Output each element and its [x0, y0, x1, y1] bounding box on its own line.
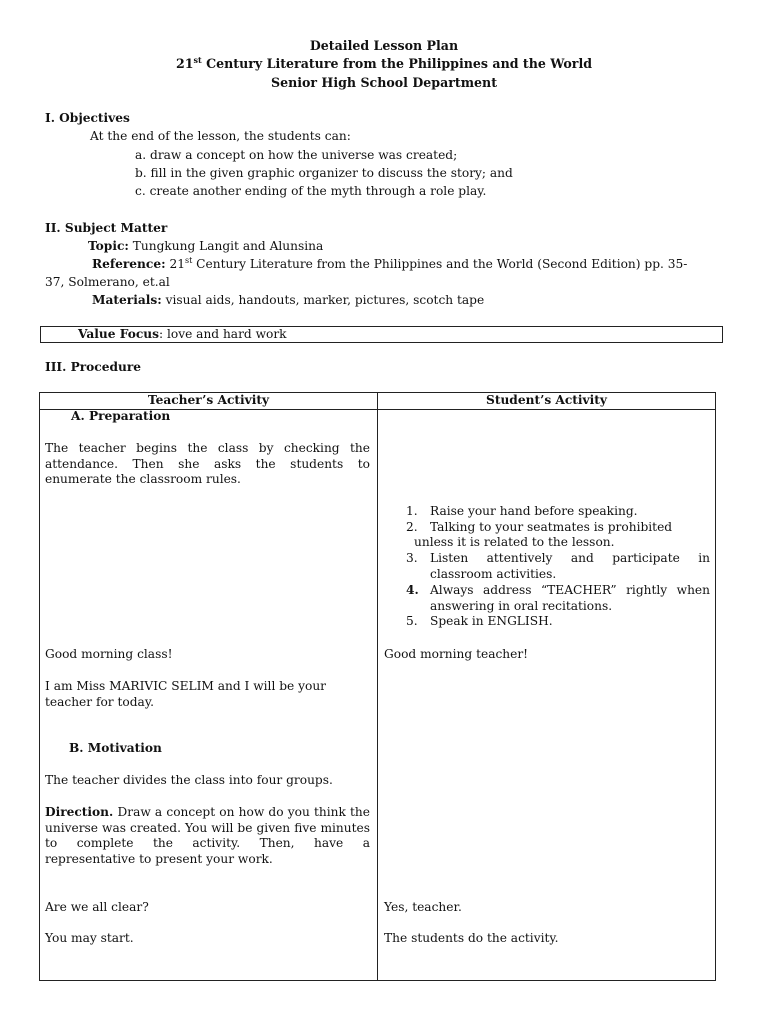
- teacher-greeting: Good morning class!: [45, 647, 173, 661]
- reference-line: Reference: 21st Century Literature from the Philippines and the World (Second Edition) pp. 35-: [92, 255, 688, 271]
- start-instruction: You may start.: [45, 931, 134, 945]
- materials-value: visual aids, handouts, marker, pictures, scotch tape: [161, 293, 485, 307]
- objective-item: b. fill in the given graphic organizer to discuss the story; and: [135, 166, 513, 180]
- rule-number: 1.: [406, 504, 418, 518]
- rule-number: 2.: [406, 520, 418, 534]
- topic-line: [88, 239, 323, 255]
- rule-number: 5.: [406, 614, 418, 628]
- student-column-header: Student’s Activity: [486, 393, 607, 407]
- divide-groups-text: The teacher divides the class into four groups.: [45, 773, 333, 787]
- reference-continuation: 37, Solmerano, et.al: [45, 275, 170, 289]
- objective-item: a. draw a concept on how the universe was created;: [135, 148, 458, 162]
- value-focus-value: : love and hard work: [158, 327, 287, 341]
- reference-label: Reference:: [92, 257, 166, 271]
- column-divider: [377, 393, 378, 980]
- objective-item: c. create another ending of the myth through a role play.: [135, 184, 487, 198]
- value-focus-box: [40, 326, 723, 343]
- procedure-table: [39, 392, 716, 981]
- document-subtitle: 21st Century Literature from the Philippines and the World: [175, 54, 593, 71]
- preparation-heading: A. Preparation: [71, 409, 171, 423]
- student-greeting: Good morning teacher!: [384, 647, 529, 661]
- rule-text: Listen attentively and participate in classroom activities.: [430, 551, 710, 581]
- student-activity-text: The students do the activity.: [384, 931, 559, 945]
- rule-text: Always address “TEACHER” rightly when answering in oral recitations.: [430, 583, 710, 613]
- procedure-heading: III. Procedure: [45, 360, 142, 374]
- topic-label: Topic:: [88, 239, 129, 253]
- topic-value: Tungkung Langit and Alunsina: [128, 239, 324, 253]
- rule-number: 4.: [406, 583, 419, 597]
- materials-label: Materials:: [92, 293, 162, 307]
- teacher-introduction: I am Miss MARIVIC SELIM and I will be your teacher for today.: [45, 679, 327, 709]
- objectives-heading: I. Objectives: [45, 111, 130, 125]
- motivation-heading: B. Motivation: [69, 741, 162, 755]
- rule-text-continuation: unless it is related to the lesson.: [414, 535, 615, 549]
- direction-label: Direction.: [45, 805, 114, 819]
- rule-text: Speak in ENGLISH.: [430, 614, 553, 628]
- teacher-column-header: Teacher’s Activity: [147, 393, 270, 407]
- objectives-intro: At the end of the lesson, the students can:: [90, 129, 351, 143]
- department-title: Senior High School Department: [270, 75, 498, 90]
- document-title: Detailed Lesson Plan: [309, 38, 459, 53]
- preparation-text: The teacher begins the class by checking the attendance. Then she asks the students to enumerate the classroom rules.: [45, 441, 370, 486]
- value-focus-text: [78, 327, 287, 343]
- rule-text: Raise your hand before speaking.: [430, 504, 638, 518]
- subject-matter-heading: II. Subject Matter: [45, 221, 168, 235]
- direction-text: Direction. Draw a concept on how do you think the universe was created. You will be given five minutes to complete the activity. Then, have a representative to present your work.: [45, 805, 370, 866]
- rule-text: Talking to your seatmates is prohibited: [430, 520, 673, 534]
- clear-answer: Yes, teacher.: [384, 900, 462, 914]
- clear-question: Are we all clear?: [45, 900, 149, 914]
- materials-line: [92, 293, 484, 309]
- value-focus-label: Value Focus: [78, 327, 159, 341]
- rule-number: 3.: [406, 551, 418, 565]
